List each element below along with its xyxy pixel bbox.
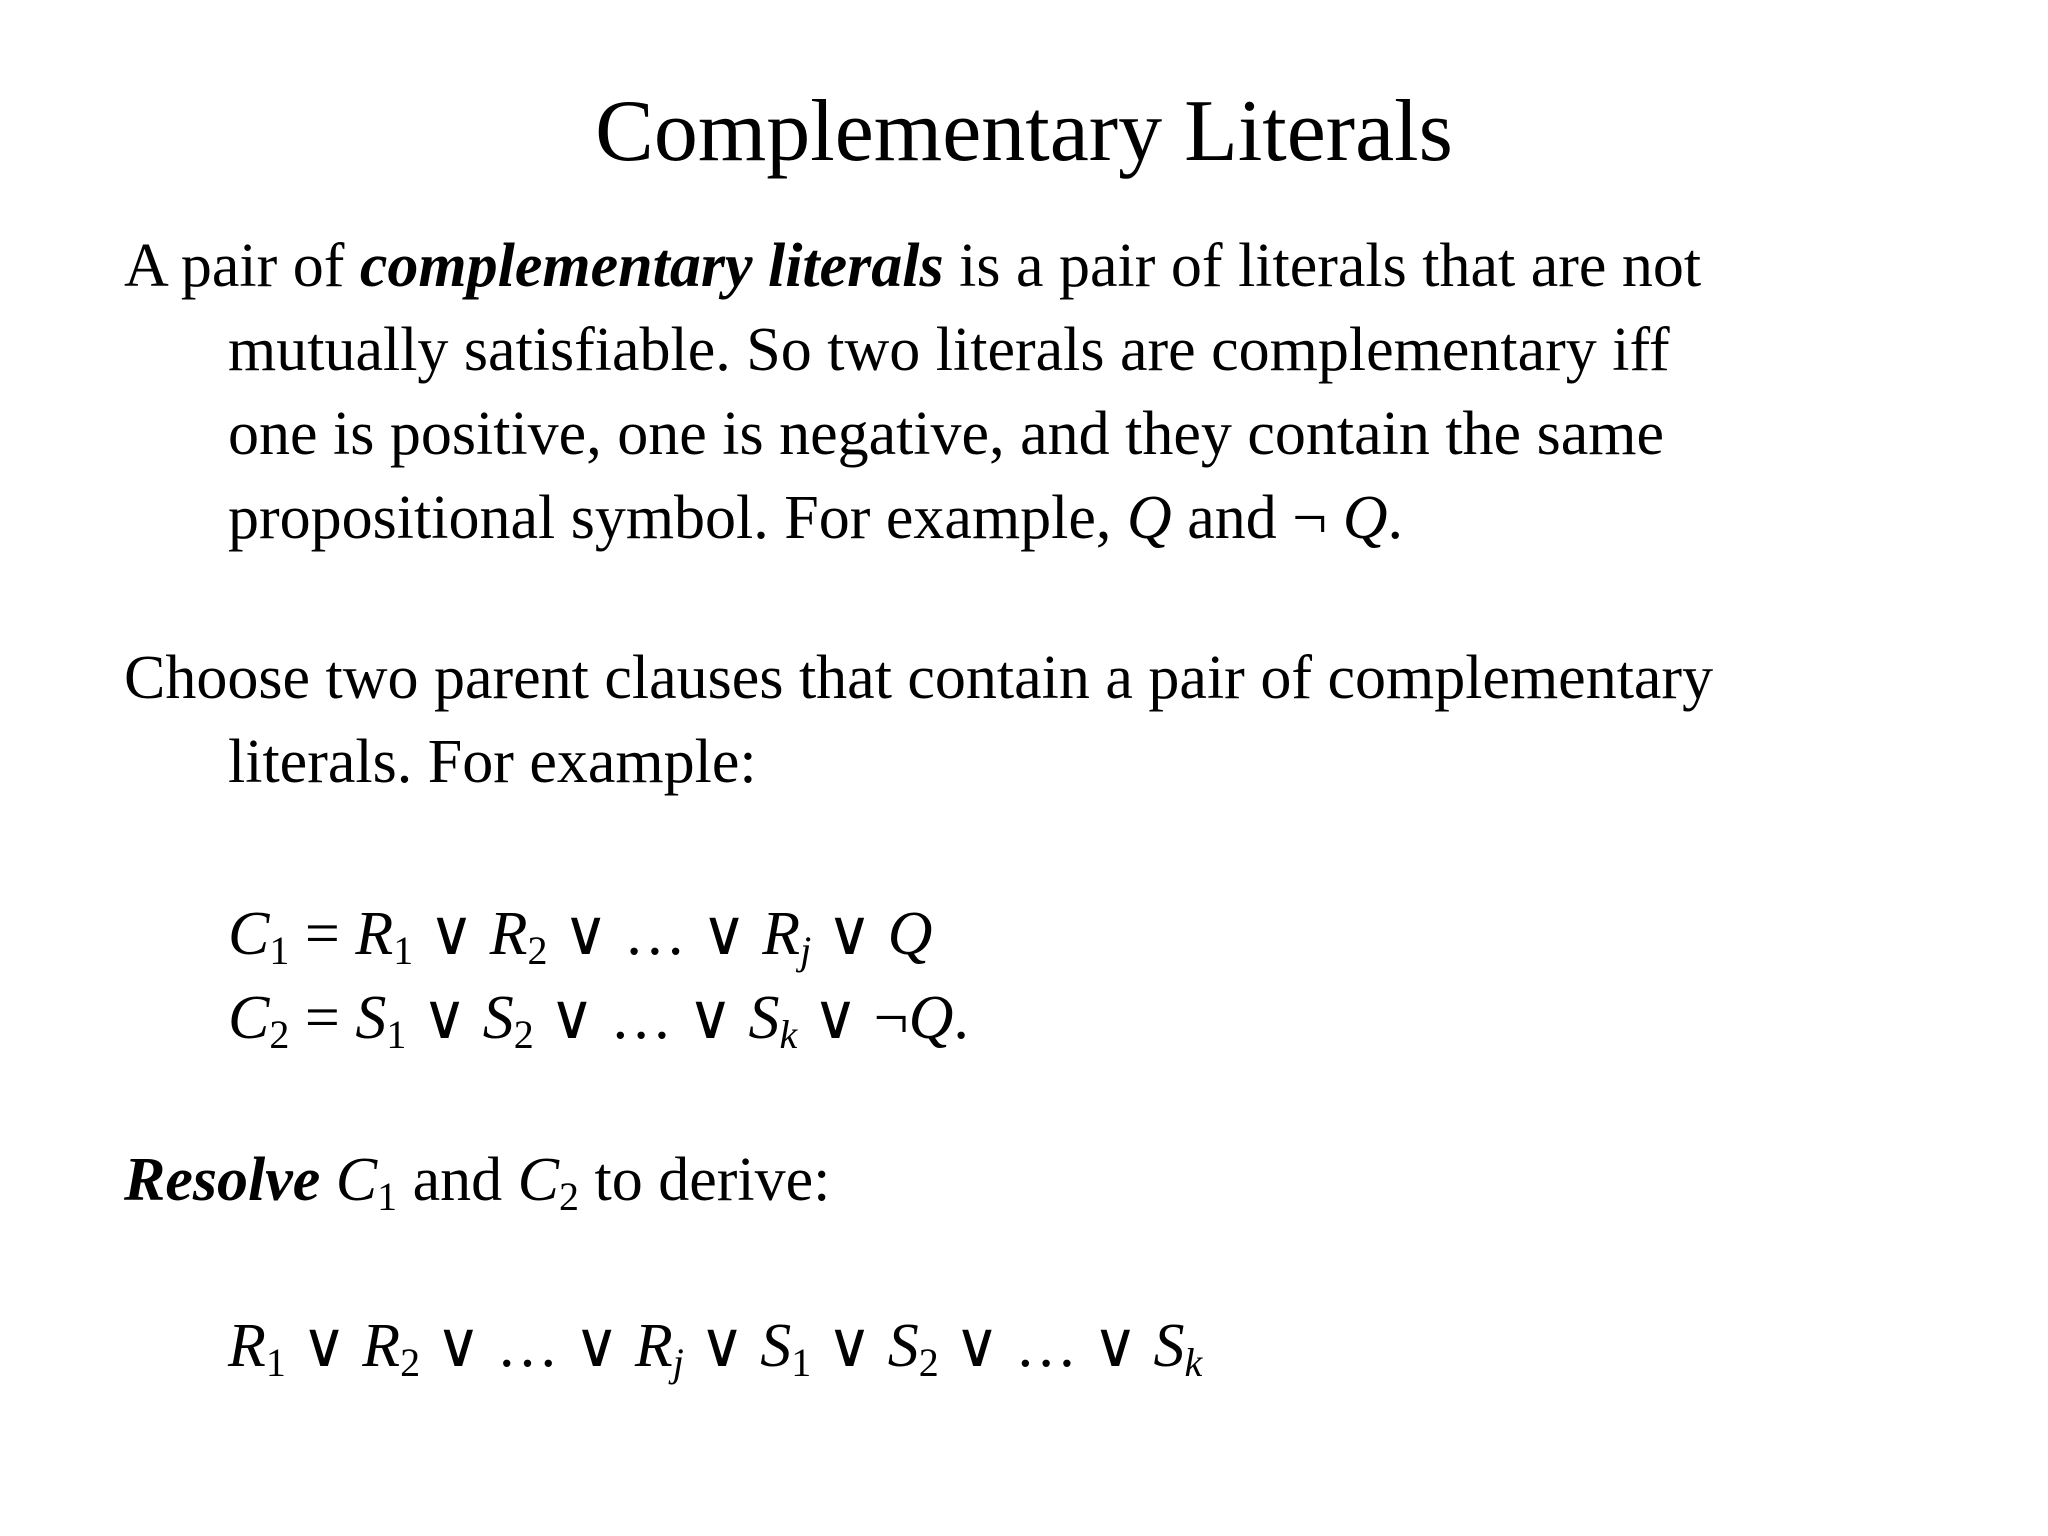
resolve-c1-subscript: 1 <box>377 1174 398 1219</box>
resolve-c1: C <box>335 1146 378 1214</box>
example-and: and <box>1171 484 1293 552</box>
literal-r1: R <box>355 900 394 968</box>
literal-rj: R <box>762 900 801 968</box>
or-ellipsis: ∨ … ∨ <box>547 900 763 968</box>
resolve-keyword: Resolve <box>124 1146 321 1214</box>
literal-r1-subscript: 1 <box>393 928 414 973</box>
literal-r2: R <box>489 900 528 968</box>
literal-rj-subscript: j <box>672 1340 684 1385</box>
literal-sk: S <box>748 984 780 1052</box>
literal-r2: R <box>362 1312 401 1380</box>
definition-line-3: one is positive, one is negative, and they contain the same <box>228 400 1664 468</box>
literal-r2-subscript: 2 <box>527 928 548 973</box>
equals-sign: = <box>289 984 356 1052</box>
resolve-rest: to derive: <box>579 1146 831 1214</box>
literal-rj: R <box>634 1312 673 1380</box>
literal-s2: S <box>887 1312 919 1380</box>
or-ellipsis: ∨ … ∨ <box>938 1312 1154 1380</box>
resolve-and: and <box>397 1146 518 1214</box>
literal-sk-subscript: k <box>779 1012 798 1057</box>
or-operator: ∨ <box>811 1312 888 1380</box>
definition-line-4-text: propositional symbol. For example, <box>228 484 1127 552</box>
slide-title: Complementary Literals <box>595 83 1453 180</box>
literal-s1: S <box>355 984 387 1052</box>
resolvent-row <box>228 1304 1202 1388</box>
clause-c1 <box>228 892 969 976</box>
definition-period: . <box>1387 484 1403 552</box>
resolve-c2-subscript: 2 <box>559 1174 580 1219</box>
clause-c2-symbol: C <box>228 984 270 1052</box>
choose-line-1: Choose two parent clauses that contain a pair of complementary <box>124 644 1714 712</box>
clause-c1-symbol: C <box>228 900 270 968</box>
literal-s1-subscript: 1 <box>791 1340 812 1385</box>
definition-line-4 <box>124 476 1701 560</box>
literal-q: Q <box>887 900 933 968</box>
literal-s1-subscript: 1 <box>386 1012 407 1057</box>
resolvent-clause <box>228 1304 1202 1388</box>
or-operator: ∨ <box>413 900 490 968</box>
choose-paragraph <box>124 636 1713 804</box>
or-operator: ∨ <box>811 900 888 968</box>
literal-not-q: Q <box>908 984 954 1052</box>
defined-term: complementary literals <box>359 232 944 300</box>
definition-line-1 <box>124 224 1701 308</box>
clause-c2-subscript: 2 <box>269 1012 290 1057</box>
clause-c2 <box>228 976 969 1060</box>
literal-s1: S <box>760 1312 792 1380</box>
or-ellipsis: ∨ … ∨ <box>533 984 749 1052</box>
resolve-c2: C <box>517 1146 560 1214</box>
parent-clauses <box>228 892 969 1060</box>
or-operator: ∨ <box>683 1312 761 1380</box>
literal-sk-subscript: k <box>1184 1340 1203 1385</box>
choose-line-2: literals. For example: <box>228 728 757 796</box>
literal-sk: S <box>1153 1312 1185 1380</box>
clause-c1-subscript: 1 <box>269 928 290 973</box>
equals-sign: = <box>289 900 356 968</box>
definition-line-2: mutually satisfiable. So two literals are complementary iff <box>228 316 1670 384</box>
definition-line-1-rest: is a pair of literals that are not <box>943 232 1702 300</box>
literal-s2-subscript: 2 <box>918 1340 939 1385</box>
negation-symbol: ¬ <box>1292 484 1343 552</box>
clause-period: . <box>953 984 969 1052</box>
or-ellipsis: ∨ … ∨ <box>420 1312 635 1380</box>
definition-paragraph <box>124 224 1701 560</box>
literal-s2: S <box>482 984 514 1052</box>
literal-r1: R <box>228 1312 266 1380</box>
resolve-paragraph <box>124 1138 830 1222</box>
literal-r1-subscript: 1 <box>265 1340 286 1385</box>
or-operator: ∨ <box>285 1312 363 1380</box>
example-literal-not-q: Q <box>1342 484 1388 552</box>
literal-rj-subscript: j <box>800 928 812 973</box>
or-operator: ∨ <box>406 984 483 1052</box>
literal-s2-subscript: 2 <box>513 1012 534 1057</box>
literal-r2-subscript: 2 <box>400 1340 421 1385</box>
negation-symbol: ¬ <box>873 984 909 1052</box>
definition-prefix: A pair of <box>124 232 360 300</box>
or-operator: ∨ <box>797 984 874 1052</box>
resolve-line <box>124 1138 830 1222</box>
example-literal-q: Q <box>1126 484 1172 552</box>
